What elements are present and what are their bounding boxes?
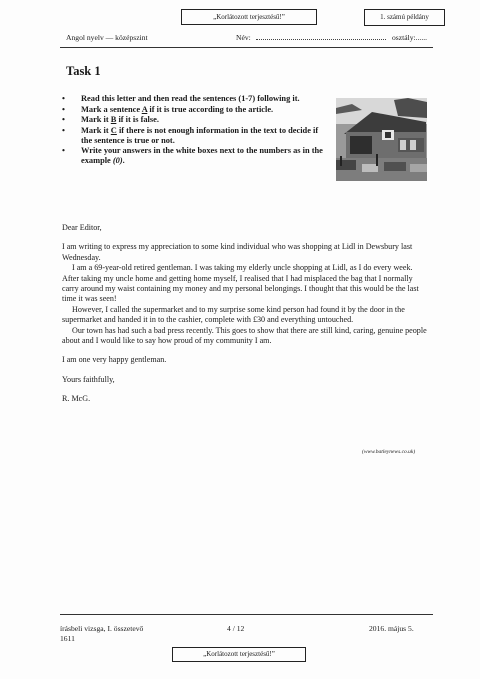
task-title: Task 1	[66, 64, 101, 78]
bullet-icon: •	[62, 125, 65, 135]
restricted-label-top: „Korlátozott terjesztésű!”	[181, 9, 317, 25]
letter-paragraph: I am writing to express my appreciation to some kind individual who was shopping at Lidl in Dewsbury last Wednesday.	[62, 242, 413, 262]
letter-paragraph: Our town has had such a bad press recently. This goes to show that there are still kind, caring, genuine people about and I would like to say how proud of my community I am.	[62, 325, 427, 346]
instruction-item: • Mark a sentence A if it is true according to the article.	[62, 104, 274, 114]
letter-paragraph: I am a 69-year-old retired gentleman. I was taking my elderly uncle shopping at Lidl, as I do every week. After taking my uncle home and getting home myself, I realised that I had misplaced the bag that I normally carry around my waist containing my money and my personal belongings. I thought that this would be the last time it was seen!	[62, 263, 419, 304]
exam-code: 1611	[60, 634, 75, 643]
header-rule	[60, 47, 433, 48]
instruction-item: • Read this letter and then read the sentences (1-7) following it.	[62, 94, 300, 103]
letter-salutation: Dear Editor,	[62, 223, 102, 232]
exam-date: 2016. május 5.	[369, 624, 414, 633]
letter-body	[62, 223, 430, 405]
exam-label: írásbeli vizsga, I. összetevő	[60, 624, 144, 633]
supermarket-photo	[336, 98, 427, 181]
letter-signature: R. McG.	[62, 394, 91, 404]
name-field[interactable]	[256, 38, 386, 40]
bullet-icon: •	[62, 115, 65, 124]
bullet-icon: •	[62, 94, 65, 103]
bullet-icon: •	[62, 146, 65, 155]
instruction-item: • Write your answers in the white boxes next to the numbers as in the example (0).	[62, 146, 323, 165]
letter-paragraph: However, I called the supermarket and to my surprise some kind person had found it by the door in the supermarket and handed it in to the cashier, complete with £30 and everything untouched.	[62, 304, 405, 325]
bullet-icon: •	[62, 104, 65, 114]
letter-signoff: Yours faithfully,	[62, 374, 115, 384]
class-label: osztály:......	[392, 33, 428, 42]
footer-rule	[60, 614, 433, 615]
name-label: Név:	[236, 33, 251, 42]
footer-exam-info	[60, 624, 143, 644]
restricted-label-bottom: „Korlátozott terjesztésű!”	[172, 647, 306, 662]
letter-closing-line: I am one very happy gentleman.	[62, 355, 167, 365]
page-number: 4 / 12	[227, 624, 245, 633]
copy-number-box: 1. számú példány	[364, 9, 445, 26]
instruction-item: • Mark it B if it is false.	[62, 115, 159, 124]
subject-label: Angol nyelv — középszint	[66, 33, 148, 42]
source-citation: (www.batleynews.co.uk)	[362, 449, 416, 455]
instruction-list	[62, 94, 330, 167]
instruction-item: • Mark it C if there is not enough information in the text to decide if the sentence is true or not.	[62, 125, 319, 145]
